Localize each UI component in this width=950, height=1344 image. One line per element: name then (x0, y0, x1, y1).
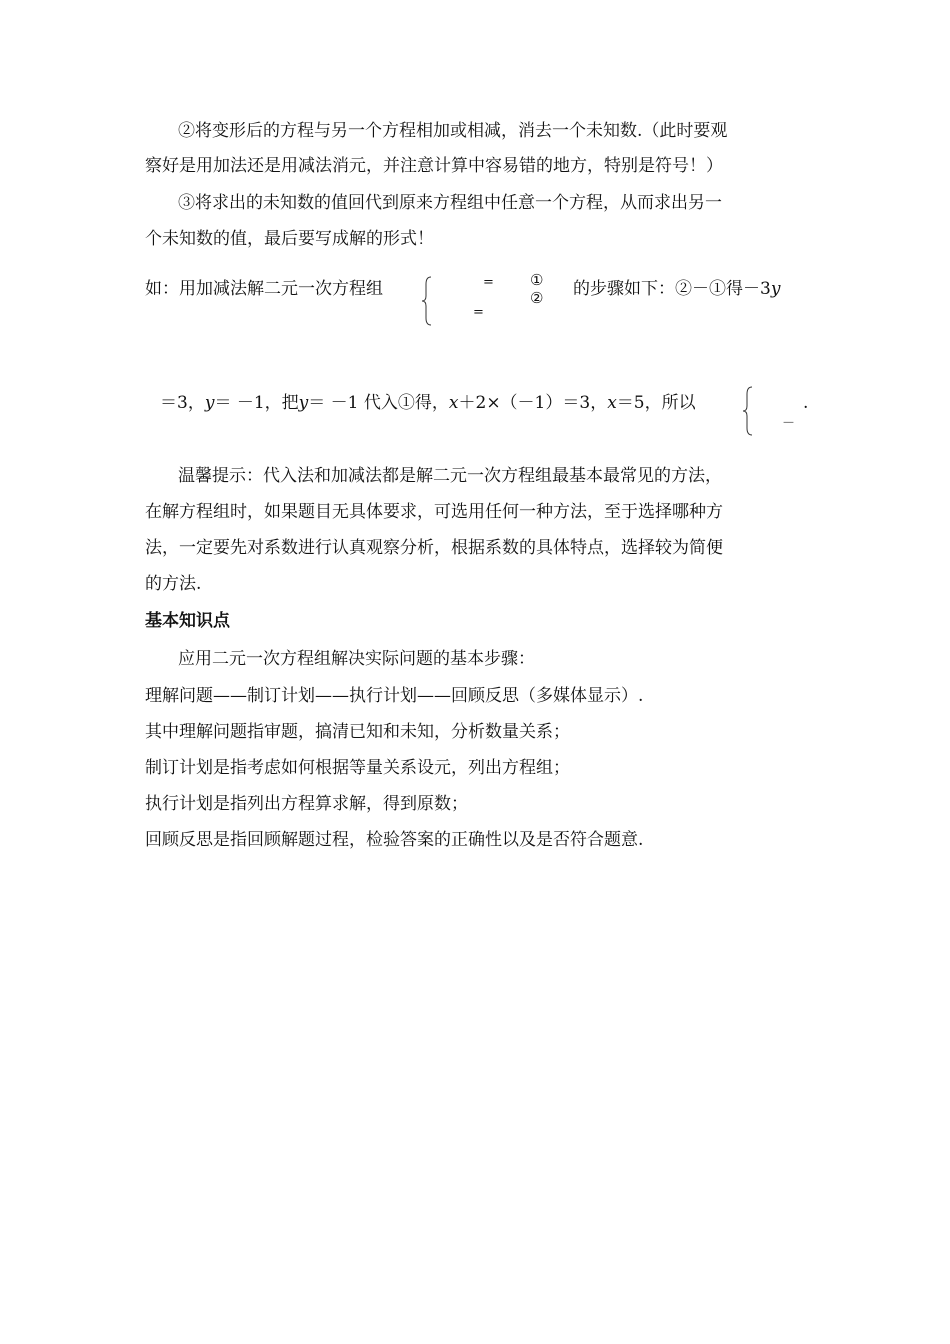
solution-part-a: ＝3， (160, 393, 205, 413)
example-suffix-text: 的步骤如下：②－①得－3 (573, 279, 771, 299)
equation-marker-2: ② (530, 289, 544, 307)
variable-y: y (770, 279, 781, 299)
example-equation-line (145, 272, 815, 332)
system-brace (421, 276, 433, 326)
solution-brace (742, 386, 754, 436)
section-plan: 制订计划是指考虑如何根据等量关系设元，列出方程组； (145, 758, 570, 778)
section-heading: 基本知识点 (145, 611, 230, 631)
tip-line-2: 在解方程组时，如果题目无具体要求，可选用任何一种方法，至于选择哪种方 (145, 502, 723, 522)
solution-part-e: ＝5，所以 (616, 393, 696, 413)
equation-marker-1: ① (530, 271, 544, 289)
section-review: 回顾反思是指回顾解题过程，检验答案的正确性以及是否符合题意. (145, 830, 644, 850)
step2-line-1: ②将变形后的方程与另一个方程相加或相减，消去一个未知数.（此时要观 (178, 121, 728, 141)
solution-part-d: ＋2×（－1）＝3， (458, 393, 608, 413)
tip-line-4: 的方法. (145, 574, 202, 594)
step2-line-2: 察好是用加法还是用减法消元，并注意计算中容易错的地方，特别是符号！） (145, 156, 723, 176)
variable-x: x (448, 393, 459, 413)
tip-line-3: 法，一定要先对系数进行认真观察分析，根据系数的具体特点，选择较为简便 (145, 538, 723, 558)
solution-part-b: ＝ －1，把 (214, 393, 299, 413)
solution-period: . (803, 393, 809, 413)
variable-x: x (607, 393, 617, 413)
tip-line-1: 温馨提示：代入法和加减法都是解二元一次方程组最基本最常见的方法， (178, 466, 722, 486)
example-suffix (573, 276, 780, 302)
step3-line-2: 个未知数的值，最后要写成解的形式！ (145, 229, 434, 249)
variable-y: y (204, 393, 215, 413)
solution-text (160, 390, 696, 416)
solution-line (160, 390, 815, 440)
step3-line-1: ③将求出的未知数的值回代到原来方程组中任意一个方程，从而求出另一 (178, 193, 722, 213)
section-steps: 理解问题——制订计划——执行计划——回顾反思（多媒体显示）. (145, 686, 644, 706)
solution-minus-sign: － (782, 416, 796, 431)
section-intro: 应用二元一次方程组解决实际问题的基本步骤： (178, 649, 535, 669)
variable-y: y (298, 393, 309, 413)
section-execute: 执行计划是指列出方程算求解，得到原数； (145, 794, 468, 814)
equation-2-sign: = (473, 305, 484, 320)
solution-part-c: ＝ －1 代入①得， (308, 393, 449, 413)
example-prefix: 如：用加减法解二元一次方程组 (145, 279, 383, 299)
section-understand: 其中理解问题指审题，搞清已知和未知，分析数量关系； (145, 722, 570, 742)
equation-1-sign: = (483, 275, 494, 290)
